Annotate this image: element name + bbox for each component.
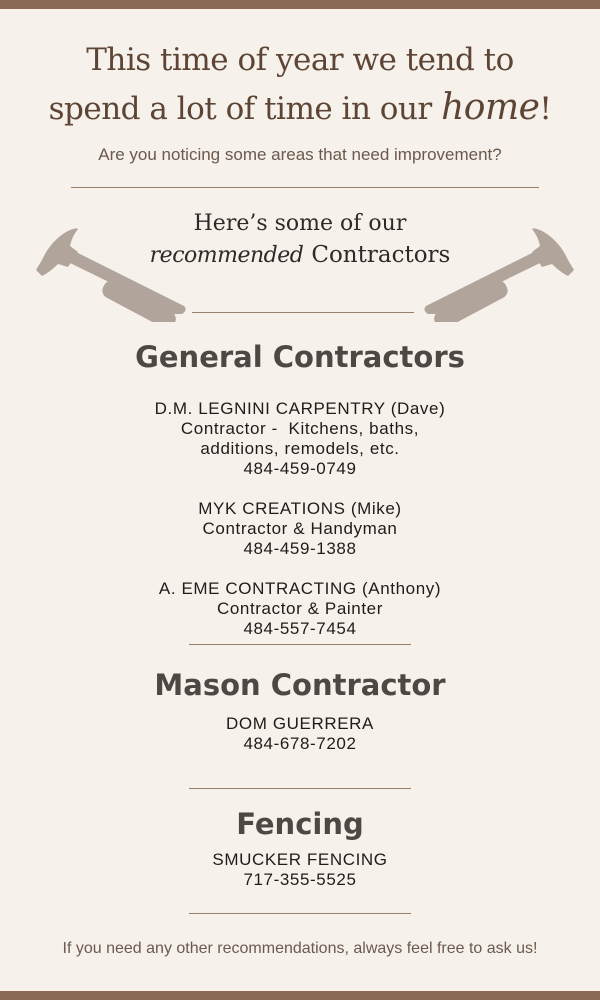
contractor-description: Contractor & Handyman [202, 519, 398, 538]
section-title-fencing: Fencing [236, 807, 364, 841]
contractor-entry [0, 579, 600, 639]
recommend-contractors-word: Contractors [311, 242, 451, 268]
divider [189, 913, 411, 914]
contractor-entry [0, 399, 600, 479]
contractor-name: D.M. LEGNINI CARPENTRY (Dave) [154, 399, 446, 418]
footer-note: If you need any other recommendations, always feel free to ask us! [62, 940, 538, 957]
bottom-border-bar [0, 991, 600, 1000]
divider [189, 644, 411, 645]
contractor-description: Contractor & Painter [216, 599, 383, 618]
contractor-entry [0, 714, 600, 754]
contractor-phone: 484-459-1388 [243, 539, 357, 558]
contractor-name: MYK CREATIONS (Mike) [198, 499, 402, 518]
recommend-heading-line-1: Here’s some of our [193, 211, 407, 236]
contractor-description: Contractor - Kitchens, baths, [180, 419, 420, 438]
section-title-mason-contractor: Mason Contractor [154, 668, 446, 702]
hammer-icon [28, 222, 188, 322]
contractor-phone: 484-557-7454 [243, 619, 357, 638]
section-title-general-contractors: General Contractors [135, 340, 465, 374]
recommend-script-word: recommended [149, 243, 304, 268]
contractor-entry [0, 499, 600, 559]
top-border-bar [0, 0, 600, 9]
headline-line-1: This time of year we tend to [86, 42, 514, 78]
recommend-heading-line-2 [0, 242, 600, 268]
contractor-name: A. EME CONTRACTING (Anthony) [158, 579, 442, 598]
divider [71, 187, 539, 188]
contractor-phone: 484-678-7202 [243, 734, 357, 753]
hammer-icon [422, 222, 582, 322]
contractor-phone: 484-459-0749 [243, 459, 357, 478]
divider [192, 312, 414, 313]
contractor-name: SMUCKER FENCING [212, 850, 388, 869]
contractor-entry [0, 850, 600, 890]
subheading: Are you noticing some areas that need improvement? [98, 145, 502, 164]
headline-exclamation: ! [539, 91, 552, 127]
contractor-description: additions, remodels, etc. [200, 439, 400, 458]
divider [189, 788, 411, 789]
contractor-name: DOM GUERRERA [226, 714, 374, 733]
contractor-phone: 717-355-5525 [243, 870, 357, 889]
headline-line-2-text: spend a lot of time in our [48, 91, 442, 127]
headline-line-2 [0, 84, 600, 133]
headline-emphasis-word: home [441, 87, 540, 128]
page-headline [0, 36, 600, 133]
